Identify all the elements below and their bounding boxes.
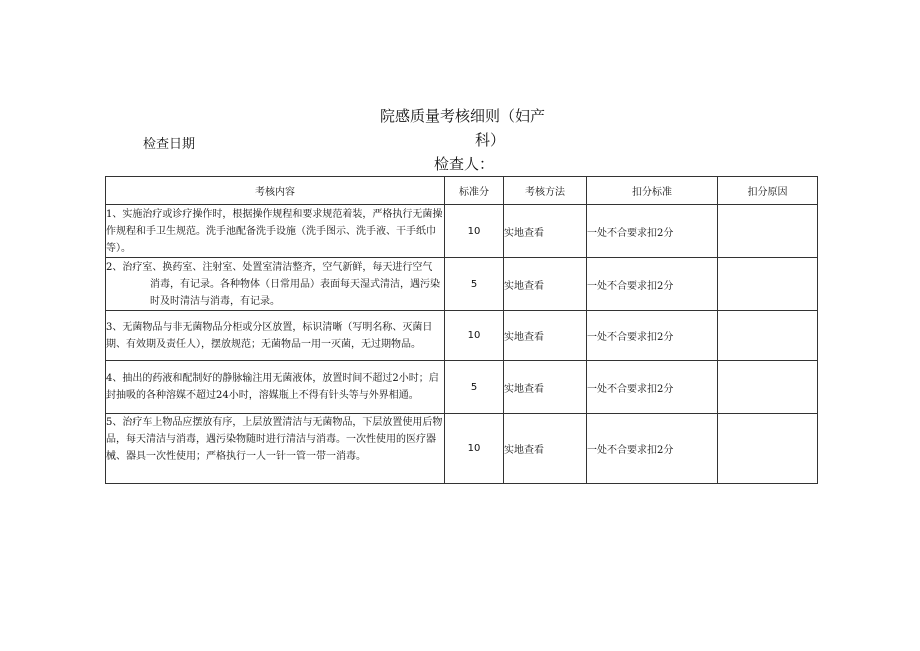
- row-deduct: 一处不合要求扣2分: [587, 311, 718, 361]
- row-deduct: 一处不合要求扣2分: [587, 361, 718, 414]
- row-score: 10: [445, 205, 504, 258]
- header-content: 考核内容: [106, 177, 445, 205]
- row-score: 10: [445, 414, 504, 484]
- inspection-date-label: 检查日期: [143, 137, 196, 152]
- row-content: 1、实施治疗或诊疗操作时，根据操作规程和要求规范着装，严格执行无菌操作规程和手卫生规范。洗手池配备洗手设施（洗手图示、洗手液、干手纸巾等）。: [106, 205, 445, 258]
- title-line-2: 科）: [475, 131, 506, 149]
- inspector-label: 检查人：: [434, 155, 495, 173]
- row-reason: [718, 258, 818, 311]
- row-reason: [718, 361, 818, 414]
- table-row: [106, 414, 818, 484]
- row-content-first-line: 2、治疗室、换药室、注射室、处置室清洁整齐，空气新鲜，每天进行空气: [106, 261, 433, 273]
- header-method: 考核方法: [504, 177, 587, 205]
- row-content: 3、无菌物品与非无菌物品分柜或分区放置，标识清晰（写明名称、灭菌日期、有效期及责任人），摆放规范；无菌物品一用一灭菌，无过期物品。: [106, 311, 445, 361]
- row-score: 10: [445, 311, 504, 361]
- table-row: [106, 205, 818, 258]
- row-reason: [718, 205, 818, 258]
- row-score: 5: [445, 361, 504, 414]
- document-title: [380, 104, 580, 152]
- row-reason: [718, 311, 818, 361]
- row-score: 5: [445, 258, 504, 311]
- row-deduct: 一处不合要求扣2分: [587, 258, 718, 311]
- row-content-rest: 消毒，有记录。各种物体（日常用品）表面每天湿式清洁，遇污染时及时清洁与消毒，有记录。: [150, 278, 440, 307]
- row-deduct: 一处不合要求扣2分: [587, 414, 718, 484]
- table-row: [106, 311, 818, 361]
- table-header-row: [106, 177, 818, 205]
- row-content: [106, 258, 445, 311]
- row-deduct: 一处不合要求扣2分: [587, 205, 718, 258]
- header-reason: 扣分原因: [718, 177, 818, 205]
- row-method: 实地查看: [504, 414, 587, 484]
- title-line-1: 院感质量考核细则（妇产: [380, 107, 546, 125]
- row-content: 4、抽出的药液和配制好的静脉输注用无菌液体，放置时间不超过2小时；启封抽吸的各种溶媒不超过24小时，溶媒瓶上不得有针头等与外界相通。: [106, 361, 445, 414]
- row-content: 5、治疗车上物品应摆放有序，上层放置清洁与无菌物品，下层放置使用后物品，每天清洁与消毒，遇污染物随时进行清洁与消毒。一次性使用的医疗器械、器具一次性使用；严格执行一人一针一管一带一消毒。: [106, 414, 445, 484]
- header-score: 标准分: [445, 177, 504, 205]
- row-reason: [718, 414, 818, 484]
- row-method: 实地查看: [504, 311, 587, 361]
- row-method: 实地查看: [504, 361, 587, 414]
- table-row: [106, 361, 818, 414]
- row-method: 实地查看: [504, 205, 587, 258]
- assessment-table: [105, 176, 818, 484]
- table-row: [106, 258, 818, 311]
- row-method: 实地查看: [504, 258, 587, 311]
- header-deduct: 扣分标准: [587, 177, 718, 205]
